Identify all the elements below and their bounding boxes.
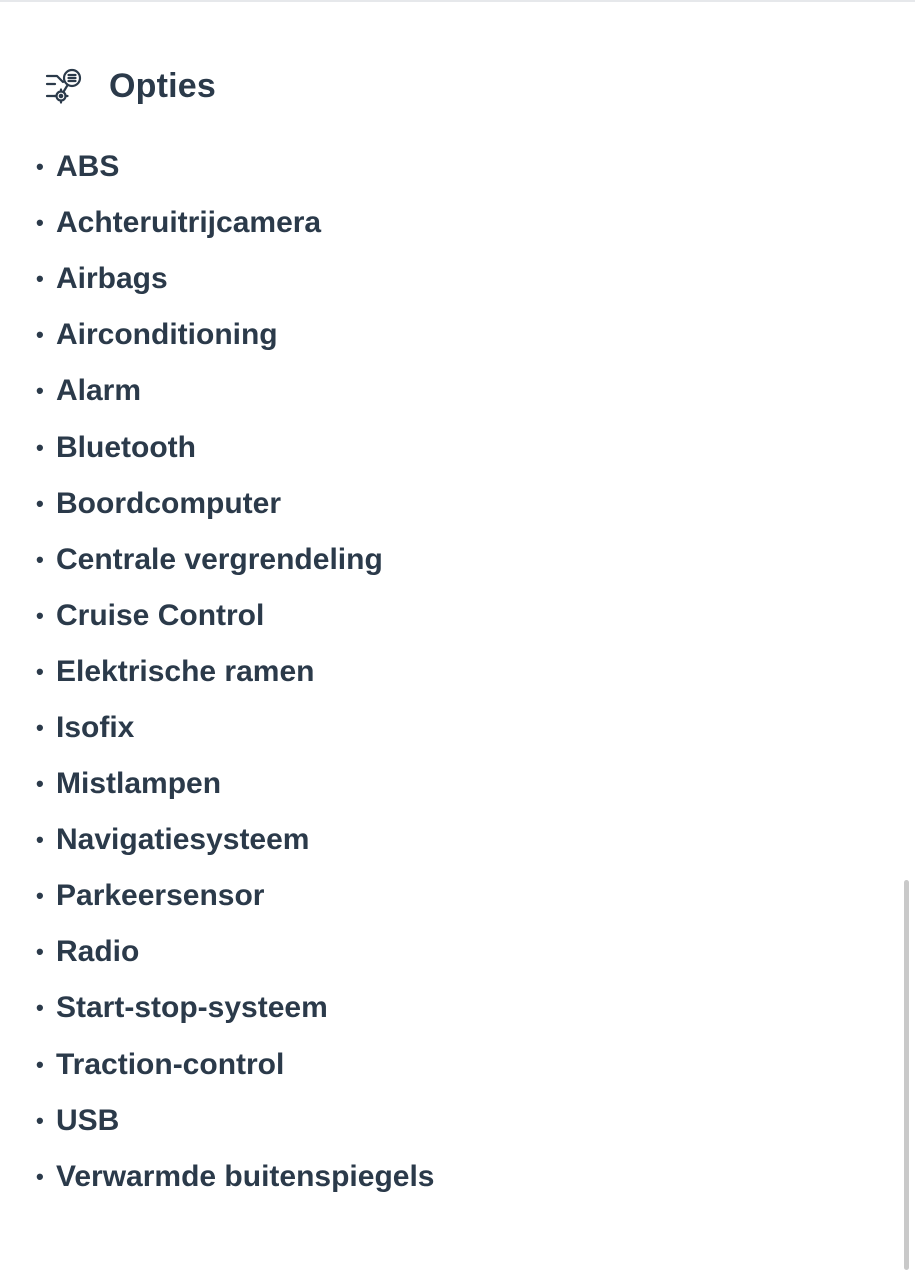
option-label: Start-stop-systeem xyxy=(56,991,328,1025)
option-label: Achteruitrijcamera xyxy=(56,206,322,240)
list-item xyxy=(36,868,434,924)
bullet: • xyxy=(36,602,44,628)
option-label: Bluetooth xyxy=(56,430,196,464)
list-item xyxy=(36,980,434,1036)
bullet: • xyxy=(36,154,44,180)
scrollbar[interactable] xyxy=(904,880,909,1270)
bullet: • xyxy=(36,322,44,348)
list-item xyxy=(36,251,434,307)
option-label: ABS xyxy=(56,150,120,184)
bullet: • xyxy=(36,939,44,965)
list-item xyxy=(36,1149,434,1205)
option-label: USB xyxy=(56,1103,120,1137)
option-label: Centrale vergrendeling xyxy=(56,542,383,576)
bullet: • xyxy=(36,883,44,909)
bullet: • xyxy=(36,434,44,460)
options-list xyxy=(36,139,434,1205)
list-item xyxy=(36,307,434,363)
option-label: Elektrische ramen xyxy=(56,654,315,688)
list-item xyxy=(36,812,434,868)
bullet: • xyxy=(36,546,44,572)
option-label: Cruise Control xyxy=(56,598,265,632)
list-item xyxy=(36,1037,434,1093)
bullet: • xyxy=(36,714,44,740)
bullet: • xyxy=(36,995,44,1021)
list-item xyxy=(36,700,434,756)
list-item xyxy=(36,476,434,532)
options-gear-list-icon xyxy=(42,65,84,107)
option-label: Airconditioning xyxy=(56,318,278,352)
option-label: Boordcomputer xyxy=(56,486,281,520)
options-section-header xyxy=(42,62,216,110)
section-title: Opties xyxy=(109,66,217,105)
option-label: Mistlampen xyxy=(56,767,222,801)
bullet: • xyxy=(36,827,44,853)
bullet: • xyxy=(36,490,44,516)
list-item xyxy=(36,363,434,419)
list-item xyxy=(36,1093,434,1149)
bullet: • xyxy=(36,771,44,797)
bullet: • xyxy=(36,1051,44,1077)
option-label: Navigatiesysteem xyxy=(56,823,310,857)
bullet: • xyxy=(36,266,44,292)
top-divider xyxy=(0,0,915,2)
bullet: • xyxy=(36,658,44,684)
option-label: Isofix xyxy=(56,710,135,744)
list-item xyxy=(36,419,434,475)
list-item xyxy=(36,195,434,251)
list-item xyxy=(36,644,434,700)
list-item xyxy=(36,924,434,980)
list-item xyxy=(36,756,434,812)
bullet: • xyxy=(36,1163,44,1189)
option-label: Traction-control xyxy=(56,1047,285,1081)
option-label: Parkeersensor xyxy=(56,879,265,913)
option-label: Verwarmde buitenspiegels xyxy=(56,1159,435,1193)
bullet: • xyxy=(36,1107,44,1133)
option-label: Radio xyxy=(56,935,140,969)
bullet: • xyxy=(36,378,44,404)
list-item xyxy=(36,139,434,195)
option-label: Alarm xyxy=(56,374,142,408)
bullet: • xyxy=(36,210,44,236)
list-item xyxy=(36,588,434,644)
list-item xyxy=(36,532,434,588)
option-label: Airbags xyxy=(56,262,168,296)
